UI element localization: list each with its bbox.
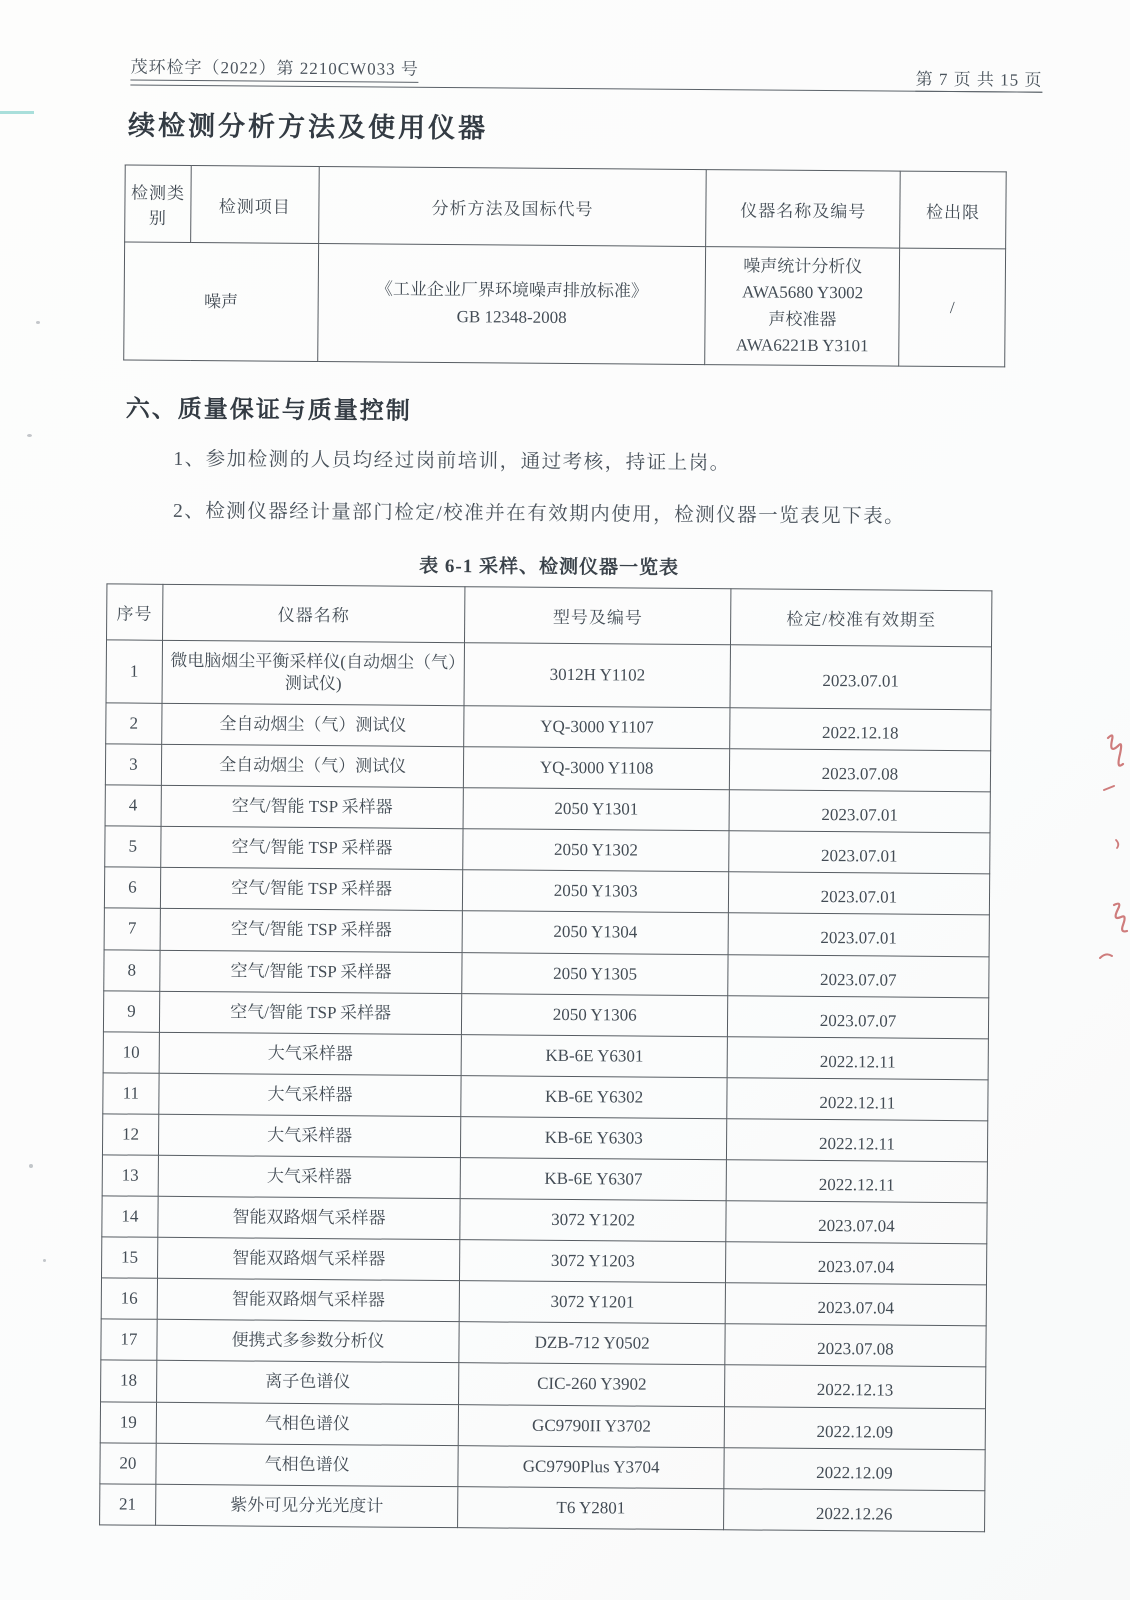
table-row [101, 1237, 986, 1285]
col-analysis-method: 分析方法及国标代号 [318, 167, 706, 247]
cell-instrument-name: 便携式多参数分析仪 [157, 1320, 460, 1363]
cell-seq: 21 [100, 1484, 156, 1526]
instrument-line: 声校准器 [768, 309, 837, 329]
cell-instrument-name: 全自动烟尘（气）测试仪 [161, 744, 464, 787]
cell-category: 噪声 [124, 242, 319, 362]
cell-valid-date: 2023.07.01 [729, 831, 990, 874]
cell-instrument-name: 气相色谱仪 [156, 1443, 459, 1486]
cell-seq: 1 [106, 640, 162, 704]
cell-seq: 9 [103, 990, 159, 1032]
cell-valid-date: 2023.07.08 [729, 749, 990, 792]
cell-instrument-name: 紫外可见分光光度计 [155, 1484, 458, 1527]
cell-seq: 18 [101, 1360, 157, 1402]
cell-instrument-name: 大气采样器 [159, 1073, 462, 1116]
cell-seq: 10 [103, 1032, 159, 1074]
page-title: 续检测分析方法及使用仪器 [127, 110, 489, 144]
cell-instrument-name: 大气采样器 [158, 1155, 461, 1198]
cell-instrument-name: 智能双路烟气采样器 [157, 1237, 460, 1280]
col-name: 仪器名称 [162, 584, 465, 642]
table-row [101, 1278, 986, 1326]
cell-instrument-name: 空气/智能 TSP 采样器 [160, 868, 463, 911]
cell-valid-date: 2023.07.01 [729, 790, 990, 833]
col-valid-until: 检定/校准有效期至 [730, 589, 992, 647]
cell-seq: 5 [105, 826, 161, 868]
cell-valid-date: 2022.12.18 [730, 708, 991, 751]
cell-model-number: 3072 Y1201 [460, 1281, 726, 1324]
table-row [102, 1114, 987, 1162]
cell-instrument-name: 大气采样器 [159, 1032, 462, 1075]
cell-valid-date: 2023.07.01 [728, 872, 989, 915]
red-pen-scan-artifact [1070, 720, 1130, 980]
table-row [102, 1196, 987, 1244]
table-row [106, 703, 991, 751]
cell-model-number: 2050 Y1304 [462, 911, 728, 954]
method-table [123, 165, 1007, 368]
cell-seq: 7 [104, 908, 160, 950]
cell-instrument-name: 气相色谱仪 [156, 1402, 459, 1445]
cell-seq: 19 [100, 1401, 156, 1443]
table-row [105, 785, 990, 833]
teal-scan-mark [0, 111, 34, 114]
cell-model-number: YQ-3000 Y1107 [464, 706, 730, 749]
cell-valid-date: 2023.07.08 [725, 1324, 986, 1367]
cell-valid-date: 2023.07.04 [725, 1283, 986, 1326]
cell-model-number: 2050 Y1302 [463, 829, 729, 872]
cell-seq: 20 [100, 1442, 156, 1484]
instrument-table-header-row [107, 584, 992, 647]
cell-model-number: KB-6E Y6307 [461, 1158, 727, 1201]
cell-model-number: 3072 Y1202 [460, 1199, 726, 1242]
cell-valid-date: 2023.07.07 [728, 954, 989, 997]
cell-model-number: 2050 Y1306 [462, 993, 728, 1036]
cell-valid-date: 2023.07.04 [725, 1242, 986, 1285]
doc-number: 茂环检字（2022）第 2210CW033 号 [130, 53, 419, 83]
col-instrument-name: 仪器名称及编号 [706, 170, 900, 249]
page-header [130, 53, 1042, 93]
table-row [105, 826, 990, 874]
cell-seq: 8 [104, 949, 160, 991]
method-table-header-row [125, 165, 1007, 249]
table-row [101, 1319, 986, 1367]
cell-seq: 17 [101, 1319, 157, 1361]
cell-model-number: DZB-712 Y0502 [459, 1322, 725, 1365]
cell-model-number: 3072 Y1203 [460, 1240, 726, 1283]
cell-valid-date: 2022.12.26 [723, 1488, 984, 1531]
cell-seq: 14 [102, 1196, 158, 1238]
table-row [104, 908, 989, 956]
table-row [100, 1484, 985, 1532]
table-row [103, 1073, 988, 1121]
cell-method [317, 244, 706, 365]
cell-instrument-name: 全自动烟尘（气）测试仪 [161, 703, 464, 746]
cell-model-number: T6 Y2801 [458, 1486, 724, 1529]
cell-model-number: 2050 Y1305 [462, 952, 728, 995]
cell-valid-date: 2023.07.07 [727, 995, 988, 1038]
cell-instrument-name: 空气/智能 TSP 采样器 [159, 991, 462, 1034]
table-row [102, 1155, 987, 1203]
cell-instrument-name: 空气/智能 TSP 采样器 [160, 950, 463, 993]
cell-valid-date: 2022.12.09 [724, 1406, 985, 1449]
col-model: 型号及编号 [465, 586, 731, 644]
cell-model-number: GC9790II Y3702 [459, 1404, 725, 1447]
cell-instrument-name: 微电脑烟尘平衡采样仪(自动烟尘（气）测试仪) [162, 640, 465, 706]
cell-model-number: YQ-3000 Y1108 [464, 747, 730, 790]
cell-valid-date: 2022.12.11 [726, 1119, 987, 1162]
cell-model-number: KB-6E Y6301 [462, 1034, 728, 1077]
method-standard-code: GB 12348-2008 [456, 306, 567, 327]
table-row [105, 744, 990, 792]
cell-model-number: KB-6E Y6302 [461, 1075, 727, 1118]
col-seq: 序号 [107, 584, 163, 640]
section-heading: 六、质量保证与质量控制 [125, 396, 412, 426]
scan-speckle [43, 1259, 46, 1262]
cell-instrument-name: 空气/智能 TSP 采样器 [161, 785, 464, 828]
table-caption: 表 6-1 采样、检测仪器一览表 [419, 555, 680, 579]
cell-model-number: KB-6E Y6303 [461, 1117, 727, 1160]
cell-instrument-name: 智能双路烟气采样器 [158, 1196, 461, 1239]
cell-detection-limit: / [899, 248, 1006, 367]
method-table-row-noise [124, 242, 1006, 367]
scan-speckle [36, 321, 40, 324]
cell-seq: 15 [101, 1237, 157, 1279]
instrument-line: AWA5680 Y3002 [741, 282, 864, 303]
col-test-category: 检测类别 [125, 165, 192, 243]
table-row [104, 949, 989, 997]
cell-seq: 4 [105, 785, 161, 827]
table-row [100, 1401, 985, 1449]
instrument-line: 噪声统计分析仪 [743, 256, 863, 277]
qa-paragraph-2: 2、检测仪器经计量部门检定/校准并在有效期内使用，检测仪器一览表见下表。 [172, 500, 906, 528]
cell-seq: 3 [105, 744, 161, 786]
table-row [103, 1032, 988, 1080]
cell-instrument-name: 离子色谱仪 [156, 1361, 459, 1404]
instrument-table [99, 583, 992, 1532]
cell-instrument-name: 大气采样器 [158, 1114, 461, 1157]
table-row [101, 1360, 986, 1408]
col-detection-limit: 检出限 [900, 171, 1006, 249]
instrument-line: AWA6221B Y3101 [735, 335, 869, 356]
cell-valid-date: 2023.07.01 [730, 645, 992, 710]
cell-model-number: 3012H Y1102 [464, 642, 730, 707]
cell-valid-date: 2022.12.11 [727, 1078, 988, 1121]
scan-speckle [29, 1164, 33, 1168]
cell-valid-date: 2022.12.11 [727, 1036, 988, 1079]
cell-model-number: 2050 Y1303 [463, 870, 729, 913]
cell-instrument-name: 空气/智能 TSP 采样器 [160, 909, 463, 952]
cell-seq: 11 [103, 1073, 159, 1115]
table-row [106, 640, 991, 710]
cell-seq: 2 [106, 703, 162, 745]
cell-valid-date: 2023.07.04 [726, 1201, 987, 1244]
qa-paragraph-1: 1、参加检测的人员均经过岗前培训，通过考核，持证上岗。 [173, 449, 731, 475]
page-indicator: 第 7 页 共 15 页 [916, 65, 1043, 93]
table-row [104, 867, 989, 915]
table-row [100, 1442, 985, 1490]
cell-seq: 16 [101, 1278, 157, 1320]
cell-valid-date: 2022.12.13 [724, 1365, 985, 1408]
cell-valid-date: 2022.12.11 [726, 1160, 987, 1203]
cell-instrument-name: 空气/智能 TSP 采样器 [160, 827, 463, 870]
cell-valid-date: 2023.07.01 [728, 913, 989, 956]
cell-model-number: 2050 Y1301 [463, 788, 729, 831]
cell-model-number: GC9790Plus Y3704 [458, 1445, 724, 1488]
cell-seq: 13 [102, 1155, 158, 1197]
method-standard-title: 《工业企业厂界环境噪声排放标准》 [375, 279, 648, 301]
cell-instrument [705, 247, 900, 367]
cell-model-number: CIC-260 Y3902 [459, 1363, 725, 1406]
cell-instrument-name: 智能双路烟气采样器 [157, 1279, 460, 1322]
table-row [103, 990, 988, 1038]
cell-seq: 6 [104, 867, 160, 909]
scan-speckle [27, 434, 32, 437]
cell-seq: 12 [102, 1114, 158, 1156]
col-test-item: 检测项目 [191, 166, 319, 244]
cell-valid-date: 2022.12.09 [724, 1447, 985, 1490]
